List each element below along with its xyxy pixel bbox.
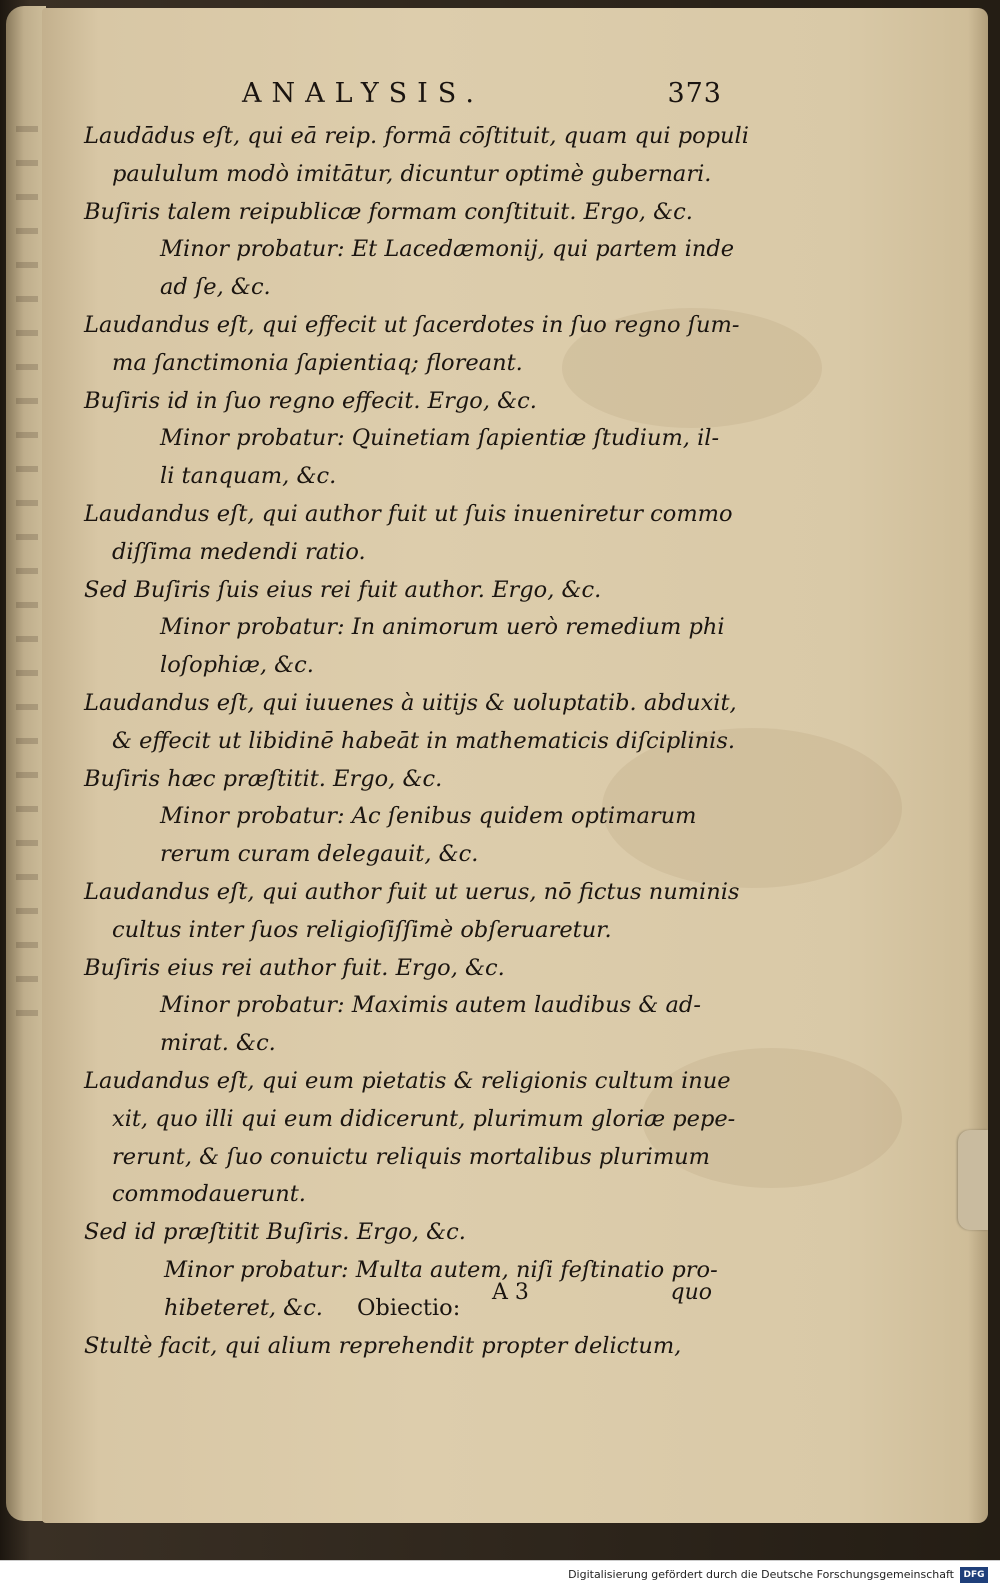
page-number: 373 bbox=[667, 78, 722, 109]
text-line bbox=[84, 1328, 764, 1366]
text-line bbox=[84, 1025, 764, 1063]
text-line bbox=[84, 118, 764, 156]
text-line-content: Buſiris eius rei author fuit. Ergo, &c. bbox=[84, 954, 505, 981]
dfg-logo: DFG bbox=[960, 1567, 988, 1583]
text-line-content: loſophiæ, &c. bbox=[160, 652, 314, 679]
page-tab bbox=[958, 1130, 988, 1230]
text-line-content: Buſiris talem reipublicæ formam conſtituit. Ergo, &c. bbox=[84, 198, 693, 225]
text-line bbox=[84, 496, 764, 534]
text-line bbox=[84, 269, 764, 307]
text-line-content: mirat. &c. bbox=[160, 1030, 276, 1057]
signature-mark: A 3 bbox=[492, 1280, 529, 1305]
catchword: quo bbox=[670, 1280, 712, 1305]
text-line-content: Minor probatur: Multa autem, niſi feſtinatio pro- bbox=[164, 1256, 718, 1283]
text-line bbox=[84, 761, 764, 799]
text-line-content: Minor probatur: Quinetiam ſapientiæ ſtudium, il- bbox=[160, 425, 720, 452]
text-line-content: paululum modò imitātur, dicuntur optimè gubernari. bbox=[112, 160, 712, 187]
text-line bbox=[84, 458, 764, 496]
text-line bbox=[84, 156, 764, 194]
section-heading: Obiectio: bbox=[356, 1294, 461, 1321]
text-line-content: Minor probatur: Maximis autem laudibus & ad- bbox=[160, 992, 701, 1019]
text-line-content: Minor probatur: Et Lacedæmonij, qui partem inde bbox=[160, 236, 735, 263]
text-line bbox=[84, 383, 764, 421]
book-page bbox=[42, 8, 988, 1523]
text-line-content: Stultè facit, qui alium reprehendit propter delictum, bbox=[84, 1332, 682, 1359]
text-line-content: rerunt, & ſuo conuictu reliquis mortalibus plurimum bbox=[112, 1143, 710, 1170]
body-text bbox=[84, 118, 764, 1365]
text-line bbox=[84, 572, 764, 610]
text-line bbox=[84, 1063, 764, 1101]
text-line bbox=[84, 609, 764, 647]
text-line-content: Minor probatur: Ac ſenibus quidem optimarum bbox=[160, 803, 697, 830]
text-line-content: cultus inter ſuos religioſiſſimè obſeruaretur. bbox=[112, 916, 612, 943]
running-head-title: ANALYSIS. bbox=[242, 78, 484, 109]
text-line bbox=[84, 420, 764, 458]
text-line bbox=[84, 1176, 764, 1214]
text-line-content: Laudādus eſt, qui eā reip. formā cōſtituit, quam qui populi bbox=[84, 123, 749, 149]
text-line-content: Laudandus eſt, qui effecit ut ſacerdotes in ſuo regno ſum- bbox=[84, 311, 740, 338]
text-line-content: hibeteret, &c. bbox=[164, 1294, 323, 1321]
text-line-content: Laudandus eſt, qui iuuenes à uitijs & uoluptatib. abduxit, bbox=[84, 689, 737, 716]
text-line bbox=[84, 1139, 764, 1177]
credit-bar bbox=[0, 1560, 1000, 1591]
text-line-content: Minor probatur: In animorum uerò remedium phi bbox=[160, 614, 725, 641]
text-line-content: diſſima medendi ratio. bbox=[112, 538, 366, 565]
text-line-content: ma ſanctimonia ſapientiaq; floreant. bbox=[112, 349, 523, 376]
text-line bbox=[84, 798, 764, 836]
text-line-content: commodauerunt. bbox=[112, 1181, 306, 1208]
text-line bbox=[84, 1101, 764, 1139]
text-line bbox=[84, 950, 764, 988]
text-line-content: rerum curam delegauit, &c. bbox=[160, 841, 479, 868]
text-line-content: & effecit ut libidinē habeāt in mathematicis diſciplinis. bbox=[112, 727, 736, 754]
text-line-content: ad ſe, &c. bbox=[160, 274, 271, 301]
text-line bbox=[84, 647, 764, 685]
text-line bbox=[84, 723, 764, 761]
text-line bbox=[84, 345, 764, 383]
text-line-content: Laudandus eſt, qui eum pietatis & religionis cultum inue bbox=[84, 1067, 731, 1094]
text-line bbox=[84, 1214, 764, 1252]
page-footer bbox=[492, 1280, 712, 1316]
text-line bbox=[84, 307, 764, 345]
text-line bbox=[84, 836, 764, 874]
facing-page-edge bbox=[6, 6, 46, 1521]
text-line bbox=[84, 534, 764, 572]
text-line-content: Laudandus eſt, qui author fuit ut uerus, nō fictus numinis bbox=[84, 878, 740, 905]
running-head bbox=[242, 78, 722, 118]
text-line-content: Buſiris hæc præſtitit. Ergo, &c. bbox=[84, 765, 443, 792]
text-line bbox=[84, 912, 764, 950]
text-line-content: xit, quo illi qui eum didicerunt, plurimum gloriæ pepe- bbox=[112, 1105, 736, 1132]
text-line-content: li tanquam, &c. bbox=[160, 463, 337, 490]
page-edge-shadow bbox=[968, 8, 988, 1523]
text-line bbox=[84, 685, 764, 723]
text-line-content: Sed id præſtitit Buſiris. Ergo, &c. bbox=[84, 1219, 466, 1246]
text-line-content: Sed Buſiris ſuis eius rei fuit author. Ergo, &c. bbox=[84, 576, 602, 603]
text-line bbox=[84, 874, 764, 912]
text-line bbox=[84, 194, 764, 232]
text-line bbox=[84, 231, 764, 269]
text-line bbox=[84, 987, 764, 1025]
text-line-content: Buſiris id in ſuo regno effecit. Ergo, &c. bbox=[84, 387, 537, 414]
text-line-content: Laudandus eſt, qui author fuit ut ſuis inueniretur commo bbox=[84, 500, 733, 527]
credit-text: Digitalisierung gefördert durch die Deutsche Forschungsgemeinschaft bbox=[568, 1568, 954, 1581]
